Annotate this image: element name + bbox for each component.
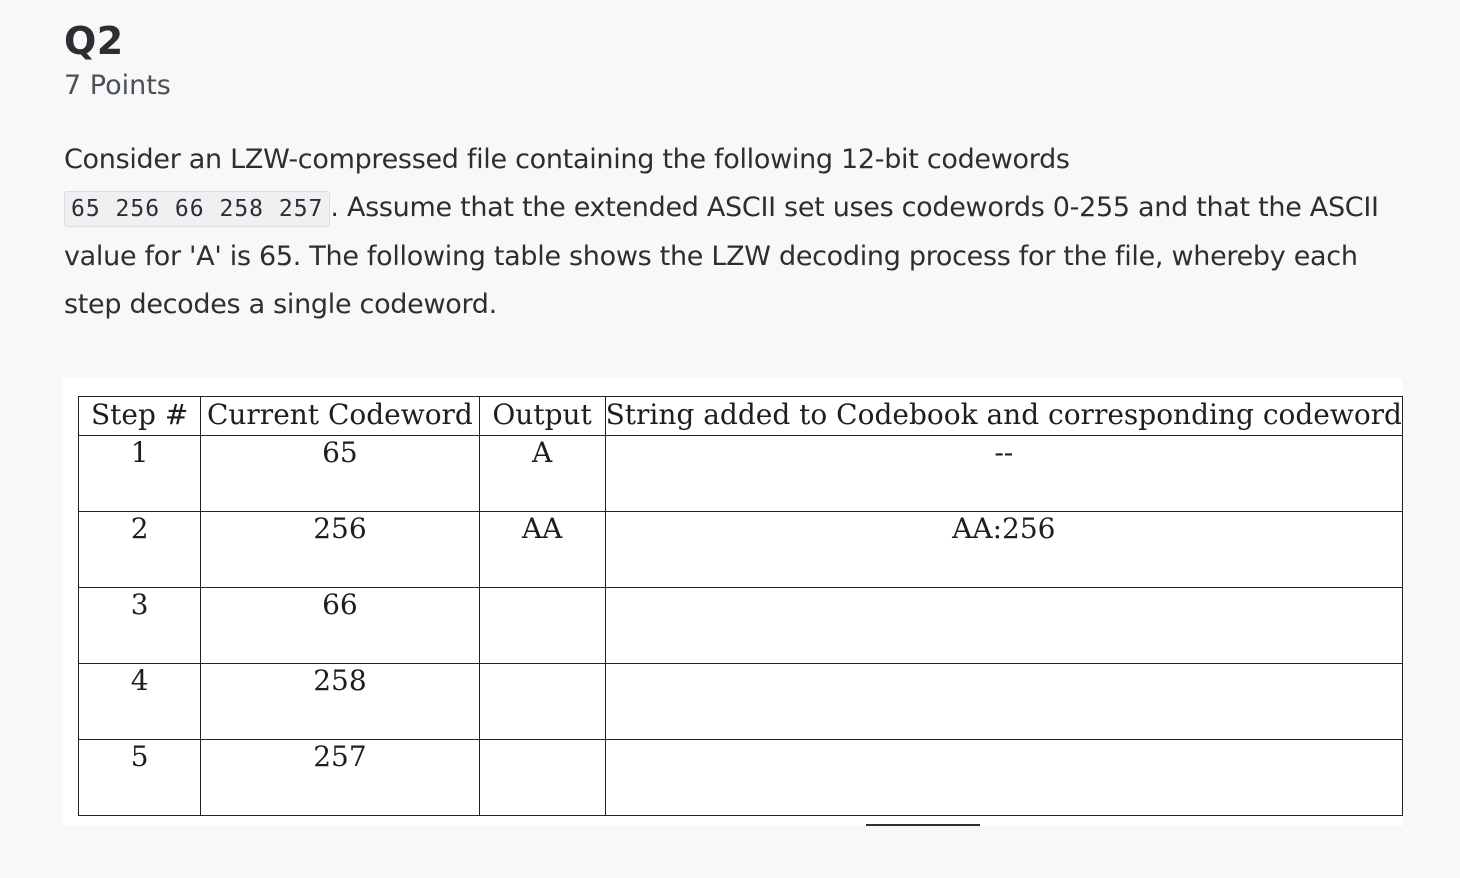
cell-added (605, 740, 1402, 816)
divider-line (866, 824, 980, 826)
cell-step: 3 (79, 588, 201, 664)
table-row (79, 436, 1403, 512)
cell-codeword: 65 (201, 436, 479, 512)
cell-added (605, 588, 1402, 664)
header-output: Output (479, 397, 605, 436)
cell-output (479, 588, 605, 664)
question-prompt (64, 136, 1404, 329)
header-string-added: String added to Codebook and corresponding codeword (605, 397, 1402, 436)
table-row (79, 664, 1403, 740)
cell-step: 4 (79, 664, 201, 740)
table-header-row (79, 397, 1403, 436)
cell-step: 5 (79, 740, 201, 816)
question-title: Q2 (64, 19, 124, 63)
table-row (79, 512, 1403, 588)
cell-added (605, 664, 1402, 740)
cell-output: AA (479, 512, 605, 588)
cell-codeword: 66 (201, 588, 479, 664)
prompt-text-part1: Consider an LZW-compressed file containing the following 12-bit codewords (64, 144, 1070, 175)
lzw-table-image (62, 378, 1403, 826)
cell-codeword: 257 (201, 740, 479, 816)
cell-output: A (479, 436, 605, 512)
cell-output (479, 740, 605, 816)
codewords-inline-code: 65 256 66 258 257 (64, 191, 330, 227)
header-current-codeword: Current Codeword (201, 397, 479, 436)
header-step: Step # (79, 397, 201, 436)
question-points: 7 Points (64, 70, 171, 101)
cell-codeword: 256 (201, 512, 479, 588)
table-row (79, 588, 1403, 664)
cell-added: AA:256 (605, 512, 1402, 588)
table-row (79, 740, 1403, 816)
question-header (64, 16, 1404, 106)
cell-step: 1 (79, 436, 201, 512)
lzw-decoding-table (78, 396, 1403, 816)
cell-added: -- (605, 436, 1402, 512)
cell-step: 2 (79, 512, 201, 588)
cell-codeword: 258 (201, 664, 479, 740)
prompt-text-part2: . Assume that the extended ASCII set uses codewords 0-255 and that the ASCII value for 'A' is 65. The following table shows the LZW decoding process for the file, whereby each step decodes a single codeword. (64, 192, 1379, 320)
cell-output (479, 664, 605, 740)
